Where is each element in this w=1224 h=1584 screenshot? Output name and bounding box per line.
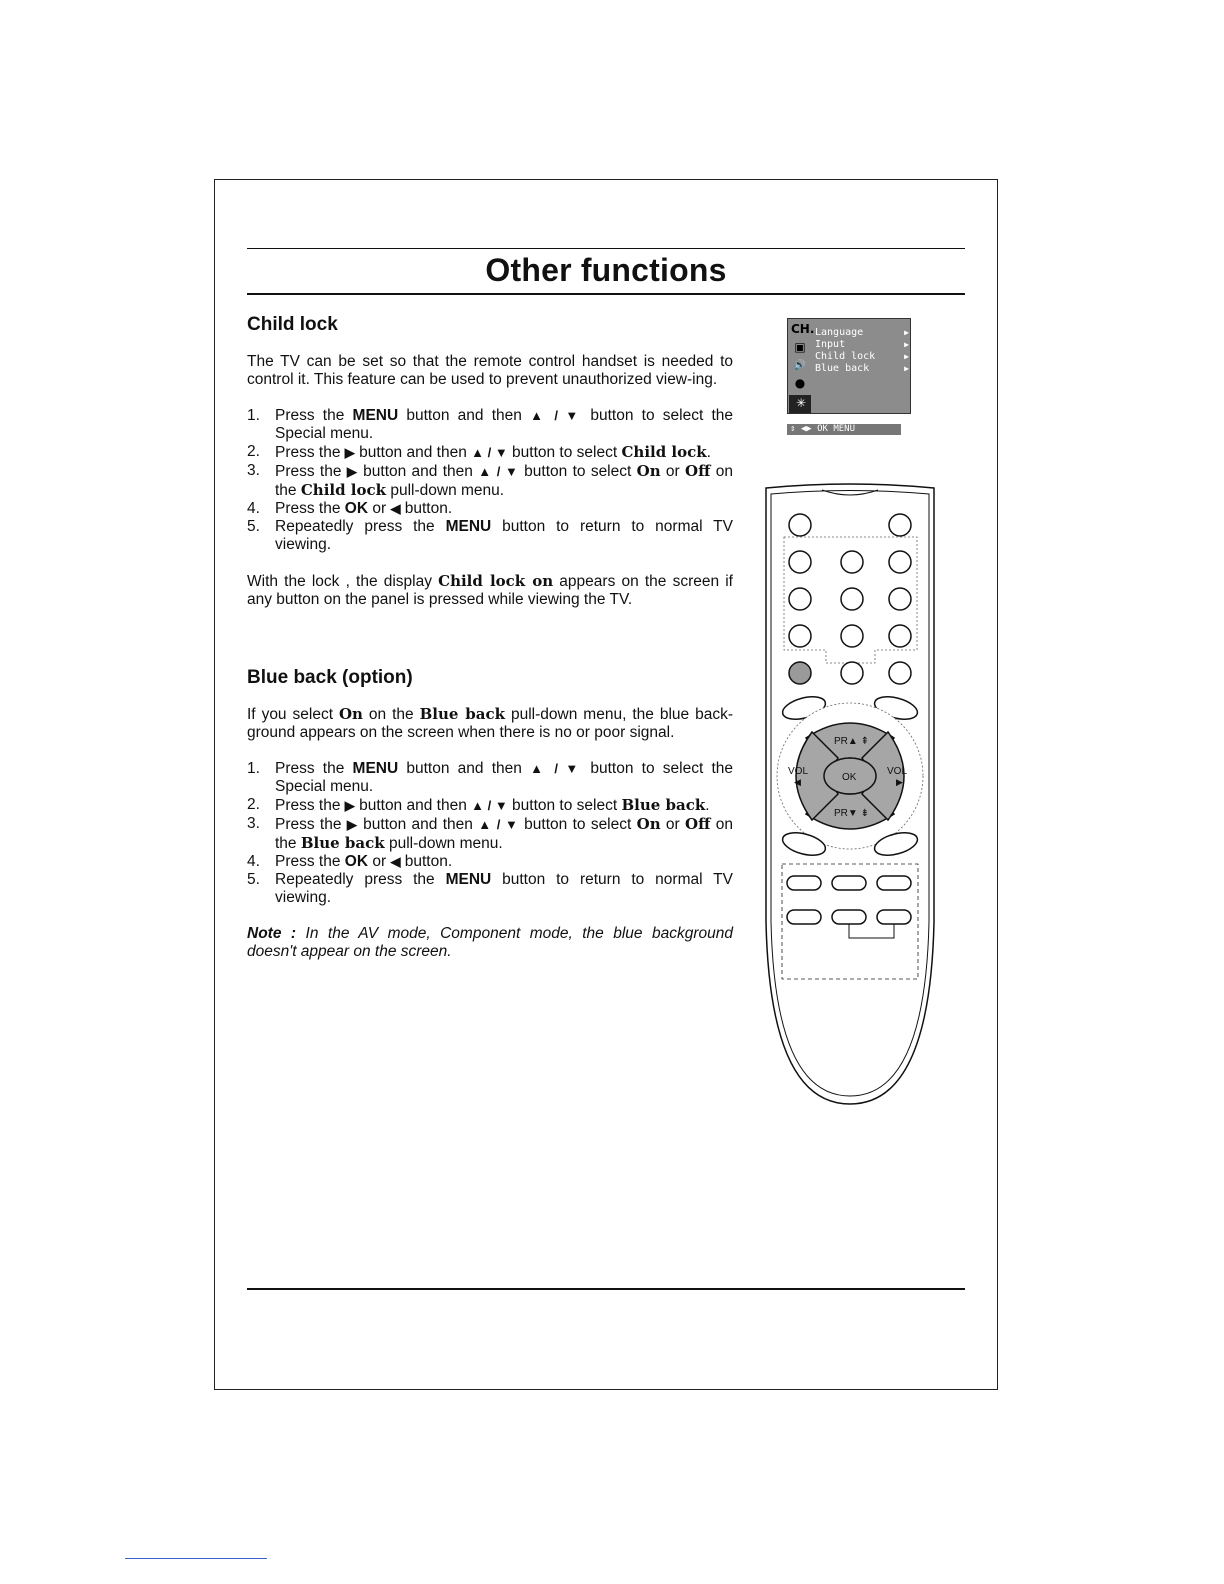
pr-down-label: PR▼ ⇟ (834, 808, 869, 819)
arrow-right-icon: ▶ (904, 364, 909, 373)
function-button (787, 876, 821, 890)
number-button (789, 551, 811, 573)
list-item: 1. Press the MENU button and then ▲ / ▼ button to select the Special menu. (247, 407, 733, 442)
power-button (789, 514, 811, 536)
child-lock-closing: With the lock , the display Child lock on appears on the screen if any button on the panel is pressed while viewing the TV. (247, 572, 733, 608)
remote-control (760, 482, 940, 1108)
note: Note : In the AV mode, Component mode, the blue background doesn't appear on the screen. (247, 925, 733, 960)
osd-menu (787, 318, 911, 414)
osd-hint-bar: ⇕ ◀▶ OK MENU (787, 424, 901, 435)
list-item: 4. Press the OK or ◀ button. (247, 853, 453, 870)
function-button (832, 910, 866, 924)
osd-item-blue-back: Blue back ▶ (815, 363, 909, 374)
function-button (832, 876, 866, 890)
time-icon: ● (794, 376, 806, 390)
number-button (841, 551, 863, 573)
footer-link-underline (125, 1558, 267, 1559)
child-lock-section (247, 314, 733, 609)
blue-back-steps (247, 760, 733, 907)
special-icon: ✳ (795, 396, 807, 410)
list-item: 3. Press the ▶ button and then ▲ / ▼ button to select On or Off on the Blue back pull-down menu. (247, 815, 733, 852)
list-item: 1. Press the MENU button and then ▲ / ▼ button to select the Special menu. (247, 760, 733, 795)
svg-text:◀: ◀ (794, 777, 801, 787)
list-item: 4. Press the OK or ◀ button. (247, 500, 453, 517)
function-button (877, 876, 911, 890)
top-rule (247, 248, 965, 249)
arrow-right-icon: ▶ (904, 340, 909, 349)
function-button (787, 910, 821, 924)
osd-item-input: Input ▶ (815, 339, 909, 350)
sound-icon: 🔊 (793, 360, 807, 371)
ok-label: OK (842, 772, 857, 783)
vol-left-label: VOL (788, 766, 809, 777)
list-item: 5. Repeatedly press the MENU button to return to normal TV viewing. (247, 871, 733, 906)
number-button (841, 588, 863, 610)
arrow-right-icon: ▶ (904, 328, 909, 337)
highlighted-button (789, 662, 811, 684)
pr-up-label: PR▲ ⇞ (834, 736, 869, 747)
osd-item-language: Language ▶ (815, 327, 909, 338)
child-lock-intro: The TV can be set so that the remote control handset is needed to control it. This feature can be used to prevent unauthorized view-ing. (247, 353, 733, 388)
osd-items (815, 327, 909, 375)
number-button (889, 625, 911, 647)
list-item: 2. Press the ▶ button and then ▲ / ▼ button to select Blue back. (247, 796, 710, 814)
number-button (841, 662, 863, 684)
number-button (789, 625, 811, 647)
page-title: Other functions (485, 252, 727, 288)
channel-icon: CH. (791, 322, 815, 336)
mute-button (889, 514, 911, 536)
osd-item-child-lock: Child lock ▶ (815, 351, 909, 362)
list-item: 5. Repeatedly press the MENU button to return to normal TV viewing. (247, 518, 733, 553)
bottom-rule (247, 1288, 965, 1290)
number-button (889, 662, 911, 684)
svg-text:▶: ▶ (896, 777, 903, 787)
child-lock-steps (247, 407, 733, 554)
note-label: Note : (247, 925, 297, 942)
number-button (841, 625, 863, 647)
number-button (889, 588, 911, 610)
title-rule (247, 293, 965, 295)
blue-back-intro: If you select On on the Blue back pull-down menu, the blue back-ground appears on the screen when there is no or poor signal. (247, 705, 733, 741)
blue-back-section (247, 667, 733, 961)
list-item: 2. Press the ▶ button and then ▲ / ▼ button to select Child lock. (247, 443, 711, 461)
number-button (889, 551, 911, 573)
vol-right-label: VOL (887, 766, 908, 777)
picture-icon: ▣ (794, 340, 806, 354)
number-button (789, 588, 811, 610)
list-item: 3. Press the ▶ button and then ▲ / ▼ button to select On or Off on the Child lock pull-down menu. (247, 462, 733, 499)
arrow-right-icon: ▶ (904, 352, 909, 361)
function-button (877, 910, 911, 924)
child-lock-heading: Child lock (247, 314, 338, 335)
osd-icon-column (788, 319, 815, 414)
blue-back-heading: Blue back (option) (247, 667, 413, 688)
